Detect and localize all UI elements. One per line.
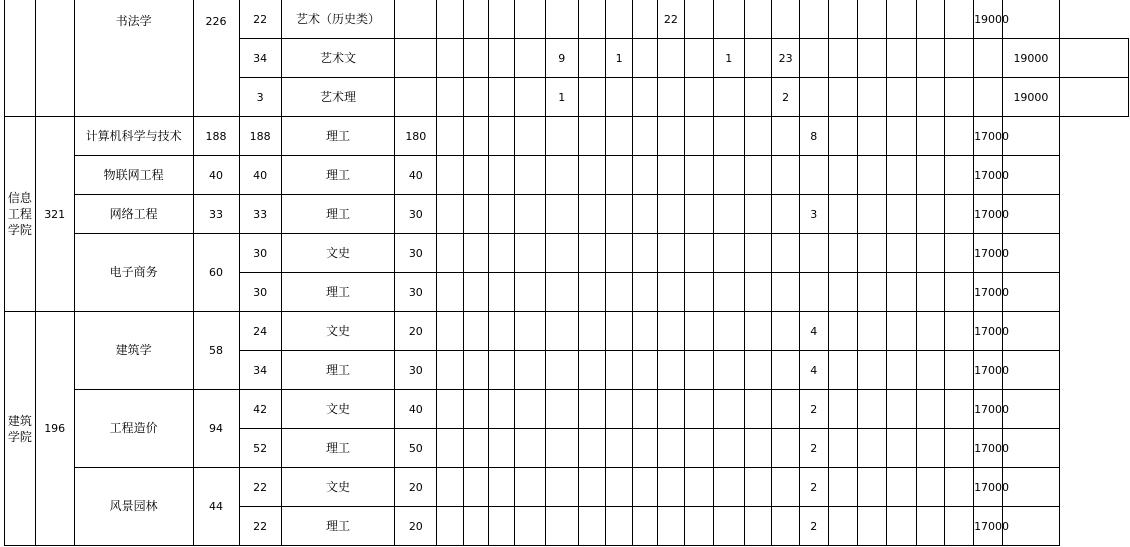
quota-cell: 2 [799,507,828,546]
fee-cell: 19000 [1002,78,1059,117]
category-cell: 文史 [281,390,395,429]
category-cell: 艺术文 [281,39,395,78]
table-row [5,312,1129,351]
fee-cell: 17000 [974,195,1003,234]
major-name-cell: 网络工程 [74,195,193,234]
major-name-cell: 建筑学 [74,312,193,390]
category-cell: 艺术理 [281,78,395,117]
quota-cell: 2 [799,390,828,429]
category-cell: 理工 [281,351,395,390]
general-cell: 50 [395,429,437,468]
general-cell: 30 [395,195,437,234]
plan-cell: 24 [239,312,281,351]
category-cell: 理工 [281,195,395,234]
fee-cell: 17000 [974,351,1003,390]
college-total-cell: 196 [35,312,74,546]
quota-cell: 2 [799,429,828,468]
category-cell: 文史 [281,468,395,507]
fee-cell: 17000 [974,156,1003,195]
major-name-cell: 风景园林 [74,468,193,546]
category-cell: 理工 [281,117,395,156]
plan-cell: 34 [239,39,281,78]
college-total-cell: 321 [35,117,74,312]
category-cell: 文史 [281,234,395,273]
major-total-cell: 33 [193,195,239,234]
category-cell: 艺术（历史类） [281,0,395,39]
quota-cell: 23 [772,39,800,78]
major-total-cell: 60 [193,234,239,312]
major-total-cell: 58 [193,312,239,390]
plan-cell: 22 [239,507,281,546]
quota-cell: 2 [799,468,828,507]
plan-cell: 22 [239,0,281,39]
plan-cell: 22 [239,468,281,507]
college-name-cell: 建筑学院 [5,312,36,546]
table-row [5,117,1129,156]
college-cell [5,0,36,117]
fee-cell: 17000 [974,468,1003,507]
college-total-cell [35,0,74,117]
table-row [5,468,1129,507]
quota-cell: 4 [799,351,828,390]
major-total-cell: 40 [193,156,239,195]
category-cell: 理工 [281,156,395,195]
quota-cell: 2 [772,78,800,117]
general-cell: 40 [395,156,437,195]
plan-cell: 30 [239,273,281,312]
fee-cell: 17000 [974,273,1003,312]
plan-cell: 52 [239,429,281,468]
table-row [5,0,1129,39]
category-cell: 理工 [281,429,395,468]
general-cell: 30 [395,351,437,390]
fee-cell: 17000 [974,429,1003,468]
plan-cell: 34 [239,351,281,390]
plan-cell: 40 [239,156,281,195]
general-cell: 20 [395,312,437,351]
table-row [5,390,1129,429]
plan-cell: 30 [239,234,281,273]
major-total-cell: 226 [193,0,239,117]
fee-cell: 17000 [974,117,1003,156]
major-total-cell: 44 [193,468,239,546]
fee-cell: 17000 [974,312,1003,351]
general-cell: 180 [395,117,437,156]
general-cell [395,0,437,39]
quota-cell: 4 [799,312,828,351]
major-name-cell: 计算机科学与技术 [74,117,193,156]
college-name-cell: 信息工程学院 [5,117,36,312]
fee-cell: 17000 [974,234,1003,273]
table-row [5,234,1129,273]
plan-cell: 188 [239,117,281,156]
major-name-cell: 工程造价 [74,390,193,468]
table-row [5,156,1129,195]
general-cell: 40 [395,390,437,429]
plan-cell: 33 [239,195,281,234]
enrollment-plan-table [4,0,1129,546]
fee-cell: 17000 [974,507,1003,546]
fee-cell: 19000 [974,0,1003,39]
general-cell: 20 [395,507,437,546]
major-name-cell: 物联网工程 [74,156,193,195]
table-row [5,195,1129,234]
quota-cell: 22 [657,0,685,39]
quota-cell: 9 [545,39,578,78]
fee-cell: 19000 [1002,39,1059,78]
category-cell: 理工 [281,273,395,312]
major-total-cell: 188 [193,117,239,156]
quota-cell: 1 [606,39,633,78]
major-total-cell: 94 [193,390,239,468]
quota-cell: 3 [799,195,828,234]
general-cell: 30 [395,234,437,273]
quota-cell: 1 [713,39,744,78]
general-cell: 20 [395,468,437,507]
quota-cell: 1 [545,78,578,117]
plan-cell: 3 [239,78,281,117]
category-cell: 理工 [281,507,395,546]
quota-cell: 8 [799,117,828,156]
category-cell: 文史 [281,312,395,351]
plan-cell: 42 [239,390,281,429]
general-cell: 30 [395,273,437,312]
major-name-cell: 电子商务 [74,234,193,312]
fee-cell: 17000 [974,390,1003,429]
major-name-cell: 书法学 [74,0,193,117]
